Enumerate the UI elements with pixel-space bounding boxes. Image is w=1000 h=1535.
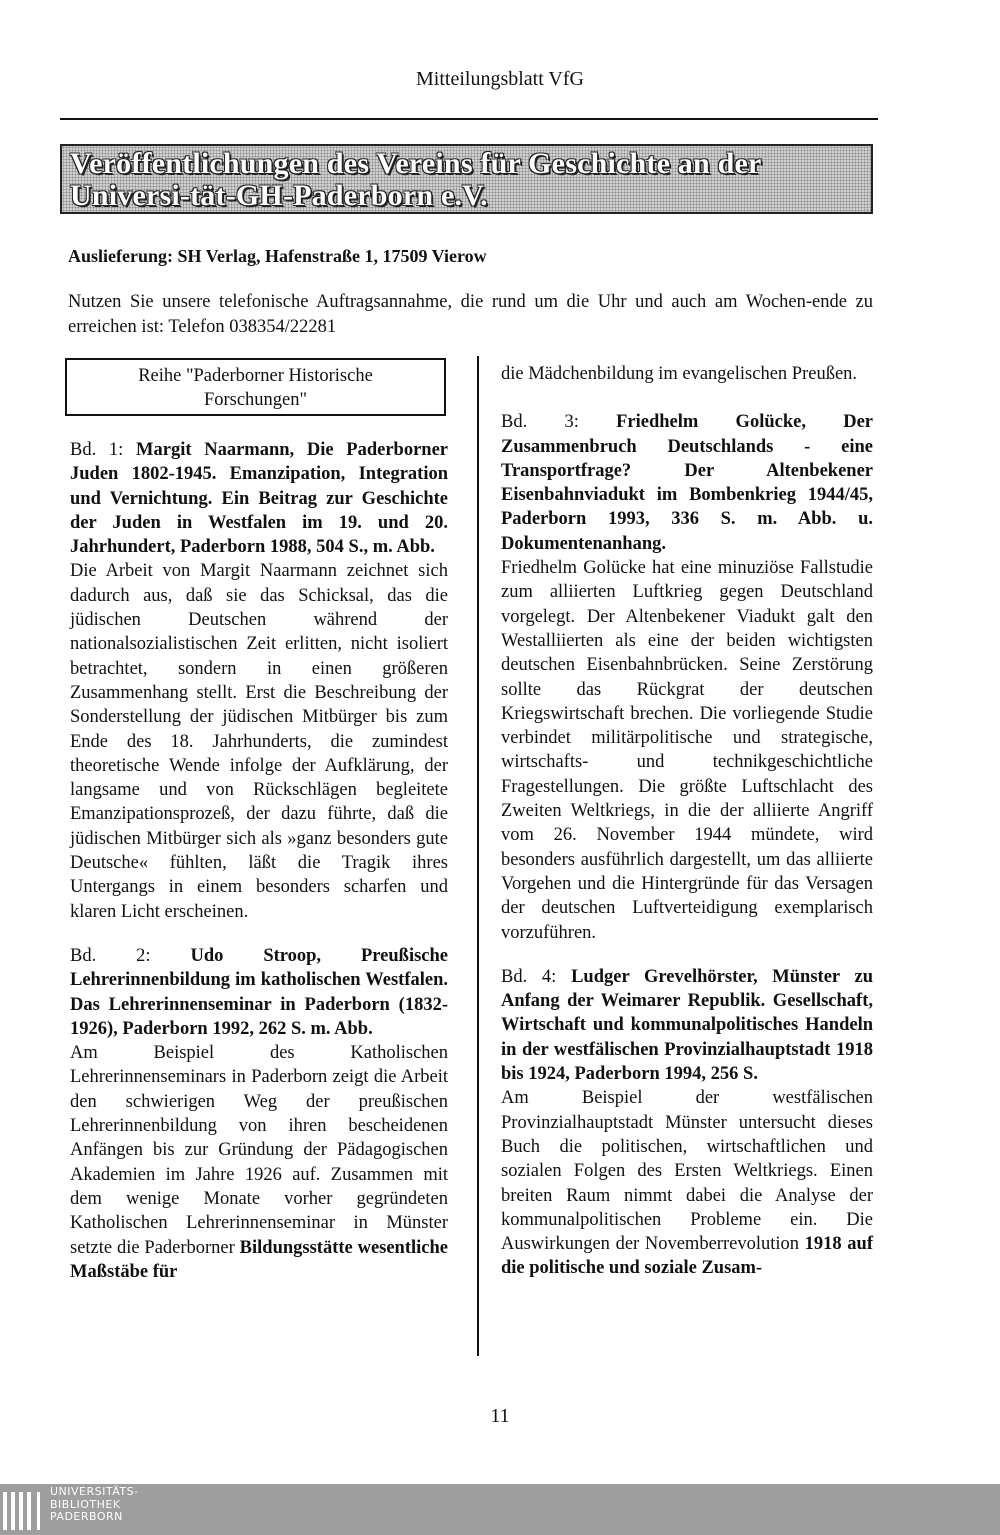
entry-bd3-text: Friedhelm Golücke hat eine minuziöse Fallstudie zum alliierten Luftkrieg gegen Deutschland vorgelegt. Der Altenbekener Viadukt galt den Westalliierten als eine der beiden wichtigsten deutschen Eisenbahnbrücken. Seine Zerstörung sollte das Rückgrat der deutschen Kriegswirtschaft brechen. Die vorliegende Studie verbindet militärpolitische und strategische, wirtschafts- und technikgeschichtliche Fragestellungen. Die größte Luftschlacht des Zweiten Weltkriegs, in die der alliierte Angriff vom 26. November 1944 mündete, wird besonders ausführlich dargestellt, um das alliierte Vorgehen und die Hintergründe für das Versagen der deutschen Luftverteidigung exemplarisch vorzuführen.	[501, 558, 873, 943]
library-logo-line1: UNIVERSITÄTS-	[50, 1485, 139, 1498]
banner-text: Veröffentlichungen des Vereins für Geschichte an der Universi-tät-GH-Paderborn e.V.	[70, 147, 761, 212]
library-logo-icon	[3, 1492, 43, 1530]
page-header-title: Mitteilungsblatt VfG	[416, 68, 584, 90]
header-rule	[60, 118, 878, 120]
delivery-address: Auslieferung: SH Verlag, Hafenstraße 1, 17509 Vierow	[68, 246, 487, 266]
footer-bar	[0, 1484, 1000, 1535]
library-logo-line3: PADERBORN	[50, 1510, 123, 1523]
entry-bd3	[501, 410, 873, 945]
entry-bd4	[501, 965, 873, 1281]
entry-bd4-label: Bd. 4:	[501, 966, 557, 987]
entry-bd3-label: Bd. 3:	[501, 412, 579, 433]
entry-bd2	[70, 944, 448, 1284]
entry-bd2-label: Bd. 2:	[70, 945, 151, 966]
library-logo-text	[50, 1486, 139, 1524]
entry-bd1-label: Bd. 1:	[70, 440, 124, 460]
entry-bd3-title: Friedhelm Golücke, Der Zusammenbruch Deutschlands - eine Transportfrage? Der Altenbekener Eisenbahnviadukt im Bombenkrieg 1944/45, Paderborn 1993, 336 S. m. Abb. u. Dokumentenanhang.	[501, 412, 873, 554]
entry-bd2-text: Am Beispiel des Katholischen Lehrerinnenseminars in Paderborn zeigt die Arbeit den schwierigen Weg der preußischen Lehrerinnenbildung von ihren bescheidenen Anfängen bis zur Gründung der Pädagogischen Akademien im Jahre 1926 auf. Zusammen mit dem wenige Monate vorher gegründeten Katholischen Lehrerinnenseminar in Münster setzte die Paderborner	[70, 1043, 448, 1258]
entry-bd4-text: Am Beispiel der westfälischen Provinzialhauptstadt Münster untersucht dieses Buch die politischen, wirtschaftlichen und sozialen Folgen des Ersten Weltkriegs. Einen breiten Raum nimmt dabei die Analyse der kommunalpolitischen Probleme ein. Die Auswirkungen der Novemberrevolution	[501, 1088, 873, 1255]
series-title-line2: Forschungen"	[203, 390, 308, 410]
entry-bd1	[70, 438, 448, 924]
series-title-box	[65, 358, 446, 416]
entry-bd2-continued: die Mädchenbildung im evangelischen Preußen.	[501, 364, 858, 384]
right-column	[501, 362, 873, 1301]
series-title-line1: Reihe "Paderborner Historische	[138, 366, 373, 386]
entry-bd2-text-end: Bildungsstätte wesentliche Maßstäbe für	[70, 1237, 448, 1282]
library-logo-line2: BIBLIOTHEK	[50, 1497, 121, 1511]
entry-bd4-title: Ludger Grevelhörster, Münster zu Anfang der Weimarer Republik. Gesellschaft, Wirtschaft und kommunalpolitisches Handeln in der westfälischen Provinzialhauptstadt 1918 bis 1924, Paderborn 1994, 256 S.	[501, 966, 874, 1085]
column-divider	[477, 356, 479, 1356]
entry-bd2-title: Udo Stroop, Preußische Lehrerinnenbildung im katholischen Westfalen. Das Lehrerinnenseminar in Paderborn (1832-1926), Paderborn 1992, 262 S. m. Abb.	[70, 945, 449, 1039]
page-number: 11	[490, 1405, 510, 1427]
entry-bd4-text-end: 1918 auf die politische und soziale Zusam-	[501, 1234, 873, 1279]
publications-banner	[60, 144, 873, 214]
left-column	[70, 438, 448, 1304]
entry-bd1-text: Die Arbeit von Margit Naarmann zeichnet sich dadurch aus, daß sie das Schicksal, das die jüdischen Deutschen während der nationalsozialistischen Zeit erlitten, nicht isoliert betrachtet, sondern in einen größeren Zusammenhang stellt. Erst die Beschreibung der Sonderstellung der jüdischen Mitbürger bis zum Ende des 18. Jahrhunderts, die zumindest theoretische Wende infolge der Aufklärung, der langsame und von Rückschlägen begleitete Emanzipationsprozeß, der dazu führte, daß die jüdischen Mitbürger sich als »ganz besonders gute Deutsche« fühlten, läßt die Tragik ihres Untergangs in einem besonders scharfen und klaren Licht erscheinen.	[70, 561, 448, 922]
intro-paragraph: Nutzen Sie unsere telefonische Auftragsannahme, die rund um die Uhr und auch am Wochen-ende zu erreichen ist: Telefon 038354/22281	[68, 292, 873, 337]
entry-bd1-title: Margit Naarmann, Die Paderborner Juden 1802-1945. Emanzipation, Integration und Vernichtung. Ein Beitrag zur Geschichte der Juden in Westfalen im 19. und 20. Jahrhundert, Paderborn 1988, 504 S., m. Abb.	[70, 440, 449, 558]
